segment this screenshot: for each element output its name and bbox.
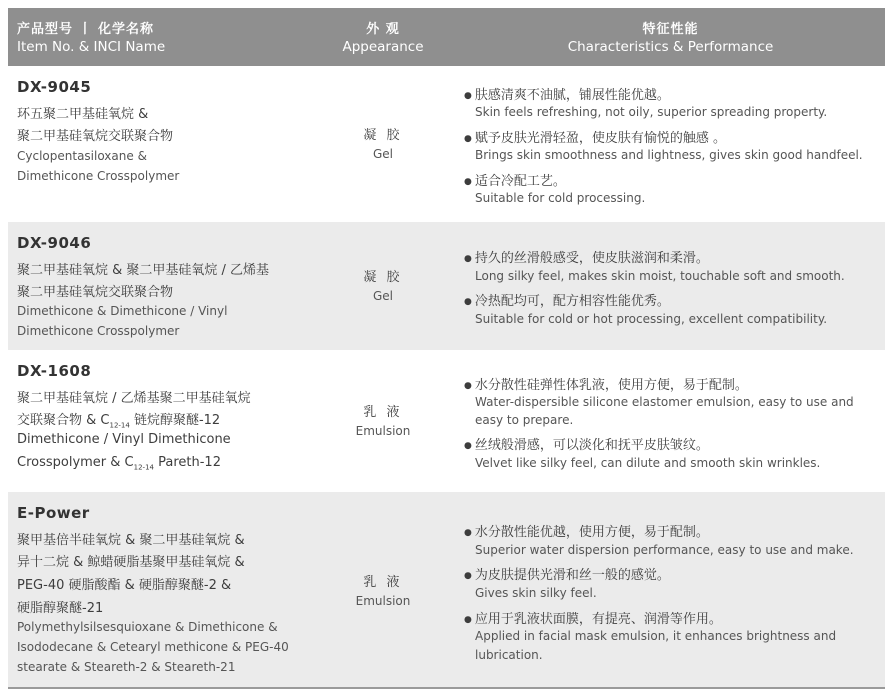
product-appearance [310,269,456,305]
appearance-zh: 乳 液 [363,405,403,420]
product-name-zh: 聚二甲基硅氧烷 & 聚二甲基硅氧烷 / 乙烯基 [17,263,270,278]
header-item-name-zh: 产品型号 丨 化学名称 [17,22,155,37]
table-header [8,8,885,66]
header-appearance-en: Appearance [342,39,424,55]
name-zh-part: 交联聚合物 & C [17,413,110,428]
product-name-en: Isododecane & Cetearyl methicone & PEG-40 [17,640,289,654]
product-name-en: Polymethylsilsesquioxane & Dimethicone & [17,620,278,634]
feature-zh: ● 水分散性能优越，使用方便，易于配制。 [464,521,709,540]
feature-en: Skin feels refreshing, not oily, superior spreading property. [475,105,828,119]
header-characteristics [458,21,883,56]
name-zh-subscript: 12-14 [109,421,130,430]
feature-en: easy to prepare. [475,413,574,427]
product-row-dx9046 [8,222,885,350]
product-name-zh: 环五聚二甲基硅氧烷 & [17,107,149,122]
product-name-zh: 聚二甲基硅氧烷交联聚合物 [17,285,174,300]
product-name-en: Cyclopentasiloxane & [17,149,147,163]
appearance-zh: 凝 胶 [363,270,403,285]
product-name-zh [17,409,220,430]
product-appearance [310,127,456,163]
product-code: DX-9045 [17,78,92,96]
product-name-en: Dimethicone & Dimethicone / Vinyl [17,304,228,318]
name-en-part: Pareth-12 [153,455,221,470]
feature-zh: ● 冷热配均可，配方相容性能优秀。 [464,290,670,309]
header-appearance-zh: 外 观 [366,22,400,37]
feature-en: Suitable for cold or hot processing, excellent compatibility. [475,312,828,326]
appearance-en: Gel [372,289,393,303]
name-en-part: Crosspolymer & C [17,455,134,470]
product-code: DX-1608 [17,362,92,380]
product-code: DX-9046 [17,234,92,252]
header-item-name-en: Item No. & INCI Name [17,39,166,55]
feature-en: Velvet like silky feel, can dilute and smooth skin wrinkles. [475,456,821,470]
appearance-en: Gel [372,147,393,161]
feature-zh: ● 肤感清爽不油腻，铺展性能优越。 [464,84,670,103]
product-name-zh: PEG-40 硬脂酸酯 & 硬脂醇聚醚-2 & [17,578,232,593]
product-name-zh: 聚甲基倍半硅氧烷 & 聚二甲基硅氧烷 & [17,533,245,548]
appearance-zh: 凝 胶 [363,128,403,143]
product-name-en: stearate & Steareth-2 & Steareth-21 [17,660,236,674]
product-row-dx1608 [8,350,885,492]
header-characteristics-zh: 特征性能 [642,22,699,37]
feature-en: Brings skin smoothness and lightness, gives skin good handfeel. [475,148,863,162]
feature-en: Long silky feel, makes skin moist, touchable soft and smooth. [475,269,845,283]
feature-zh: ● 为皮肤提供光滑和丝一般的感觉。 [464,564,670,583]
name-zh-part: 链烷醇聚醚-12 [129,413,221,428]
product-name-en [17,455,221,472]
feature-en: lubrication. [475,648,543,662]
feature-en: Gives skin silky feel. [475,586,597,600]
product-name-zh: 聚二甲基硅氧烷交联聚合物 [17,129,174,144]
product-row-epower [8,492,885,689]
product-name-zh: 硬脂醇聚醚-21 [17,601,104,616]
appearance-en: Emulsion [355,594,411,608]
feature-en: Superior water dispersion performance, easy to use and make. [475,543,854,557]
feature-zh: ● 赋予皮肤光滑轻盈，使皮肤有愉悦的触感 。 [464,127,726,146]
feature-en: Applied in facial mask emulsion, it enhances brightness and [475,629,837,643]
product-name-en: Dimethicone / Vinyl Dimethicone [17,432,231,447]
feature-zh: ● 水分散性硅弹性体乳液，使用方便，易于配制。 [464,374,748,393]
header-characteristics-en: Characteristics & Performance [567,39,774,55]
product-appearance [310,404,456,440]
product-name-zh: 聚二甲基硅氧烷 / 乙烯基聚二甲基硅氧烷 [17,391,251,406]
feature-zh: ● 丝绒般滑感，可以淡化和抚平皮肤皱纹。 [464,434,709,453]
feature-zh: ● 应用于乳液状面膜，有提亮、润滑等作用。 [464,608,722,627]
product-name-en: Dimethicone Crosspolymer [17,169,180,183]
feature-en: Water-dispersible silicone elastomer emulsion, easy to use and [475,395,854,409]
appearance-zh: 乳 液 [363,575,403,590]
feature-en: Suitable for cold processing. [475,191,646,205]
name-en-subscript: 12-14 [133,463,154,472]
product-row-dx9045 [8,66,885,222]
feature-zh: ● 持久的丝滑般感受，使皮肤滋润和柔滑。 [464,247,709,266]
product-name-zh: 异十二烷 & 鲸蜡硬脂基聚甲基硅氧烷 & [17,555,245,570]
product-name-en: Dimethicone Crosspolymer [17,324,180,338]
header-appearance [310,21,456,56]
feature-zh: ● 适合冷配工艺。 [464,170,566,189]
appearance-en: Emulsion [355,424,411,438]
header-item-name [17,21,165,56]
product-appearance [310,574,456,610]
product-code: E-Power [17,504,90,522]
